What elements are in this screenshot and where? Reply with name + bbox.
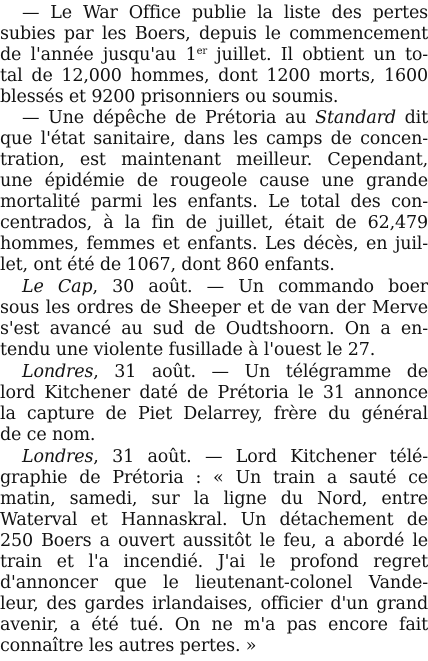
- text-span: subies par les Boers, depuis le commencement: [0, 24, 428, 44]
- text-span: — Une dépêche de Prétoria au: [22, 108, 316, 128]
- text-line: [0, 129, 428, 150]
- text-line: [0, 150, 428, 171]
- text-line: [0, 531, 428, 552]
- text-line: [0, 66, 428, 87]
- text-line: [0, 108, 428, 129]
- text-span: let, ont été de 1067, dont 860 enfants.: [0, 255, 335, 275]
- text-line: [0, 383, 428, 404]
- text-line: [0, 447, 428, 468]
- text-span: une épidémie de rougeole cause une grande: [0, 171, 428, 191]
- text-span: avenir, a été tué. On ne m'a pas encore fait: [0, 615, 428, 635]
- text-span: que l'état sanitaire, dans les camps de concen-: [0, 129, 428, 149]
- text-line: [0, 24, 428, 45]
- text-span: d'annoncer que le lieutenant-colonel Vande-: [0, 573, 428, 593]
- text-span: mortalité parmi les enfants. Le total des con-: [0, 192, 428, 212]
- text-span: blessés et 9200 prisonniers ou soumis.: [0, 87, 339, 107]
- text-line: [0, 192, 428, 213]
- text-line: [0, 468, 428, 489]
- text-span: sous les ordres de Sheeper et de van der Merve: [0, 298, 428, 318]
- text-span: centrados, à la fin de juillet, était de 62,479: [0, 213, 428, 233]
- newspaper-title: Standard: [315, 108, 396, 128]
- text-line: [0, 573, 428, 594]
- text-line: [0, 87, 428, 108]
- text-span: hommes, femmes et enfants. Les décès, en juil-: [0, 234, 428, 254]
- text-line: [0, 277, 428, 298]
- text-line: [0, 298, 428, 319]
- text-line: [0, 3, 428, 24]
- text-span: 250 Boers a ouvert aussitôt le feu, a abordé le: [0, 531, 428, 551]
- text-span: tration, est maintenant meilleur. Cependant,: [0, 150, 428, 170]
- text-line: [0, 489, 428, 510]
- text-line: [0, 552, 428, 573]
- text-line: [0, 340, 428, 361]
- text-span: lord Kitchener daté de Prétoria le 31 annonce: [0, 383, 428, 403]
- text-span: la capture de Piet Delarrey, frère du général: [0, 404, 428, 424]
- text-line: [0, 213, 428, 234]
- text-span: leur, des gardes irlandaises, officier d'un grand: [0, 594, 428, 614]
- superscript: er: [196, 46, 207, 57]
- text-span: tal de 12,000 hommes, dont 1200 morts, 1600: [0, 66, 428, 86]
- text-span: , 31 août. — Un télégramme de: [93, 362, 428, 382]
- text-span: juillet. Il obtient un to-: [206, 45, 428, 65]
- text-span: train et l'a incendié. J'ai le profond regret: [0, 552, 428, 572]
- text-span: , 31 août. — Lord Kitchener télé-: [93, 447, 428, 467]
- text-line: [0, 594, 428, 615]
- text-span: tendu une violente fusillade à l'ouest le 27.: [0, 340, 376, 360]
- dateline-place: Londres: [22, 362, 94, 382]
- text-span: connaître les autres pertes. »: [0, 636, 257, 656]
- dateline-place: Le Cap: [22, 277, 93, 297]
- text-span: , 30 août. — Un commando boer: [92, 277, 428, 297]
- text-line: [0, 255, 428, 276]
- text-span: Waterval et Hannaskral. Un détachement de: [0, 510, 428, 530]
- text-span: dit: [395, 108, 428, 128]
- text-span: graphie de Prétoria : « Un train a sauté ce: [0, 468, 428, 488]
- text-span: de l'année jusqu'au 1: [0, 45, 197, 65]
- text-line: [0, 636, 428, 657]
- text-span: — Le War Office publie la liste des pertes: [22, 3, 428, 23]
- text-line: [0, 234, 428, 255]
- text-span: de ce nom.: [0, 425, 96, 445]
- text-line: [0, 510, 428, 531]
- text-line: [0, 425, 428, 446]
- text-line: [0, 615, 428, 636]
- text-span: matin, samedi, sur la ligne du Nord, entre: [0, 489, 428, 509]
- text-line: [0, 319, 428, 340]
- text-span: s'est avancé au sud de Oudtshoorn. On a en-: [0, 319, 428, 339]
- dateline-place: Londres: [22, 447, 94, 467]
- text-line: [0, 404, 428, 425]
- text-line: [0, 45, 428, 66]
- text-line: [0, 171, 428, 192]
- text-line: [0, 362, 428, 383]
